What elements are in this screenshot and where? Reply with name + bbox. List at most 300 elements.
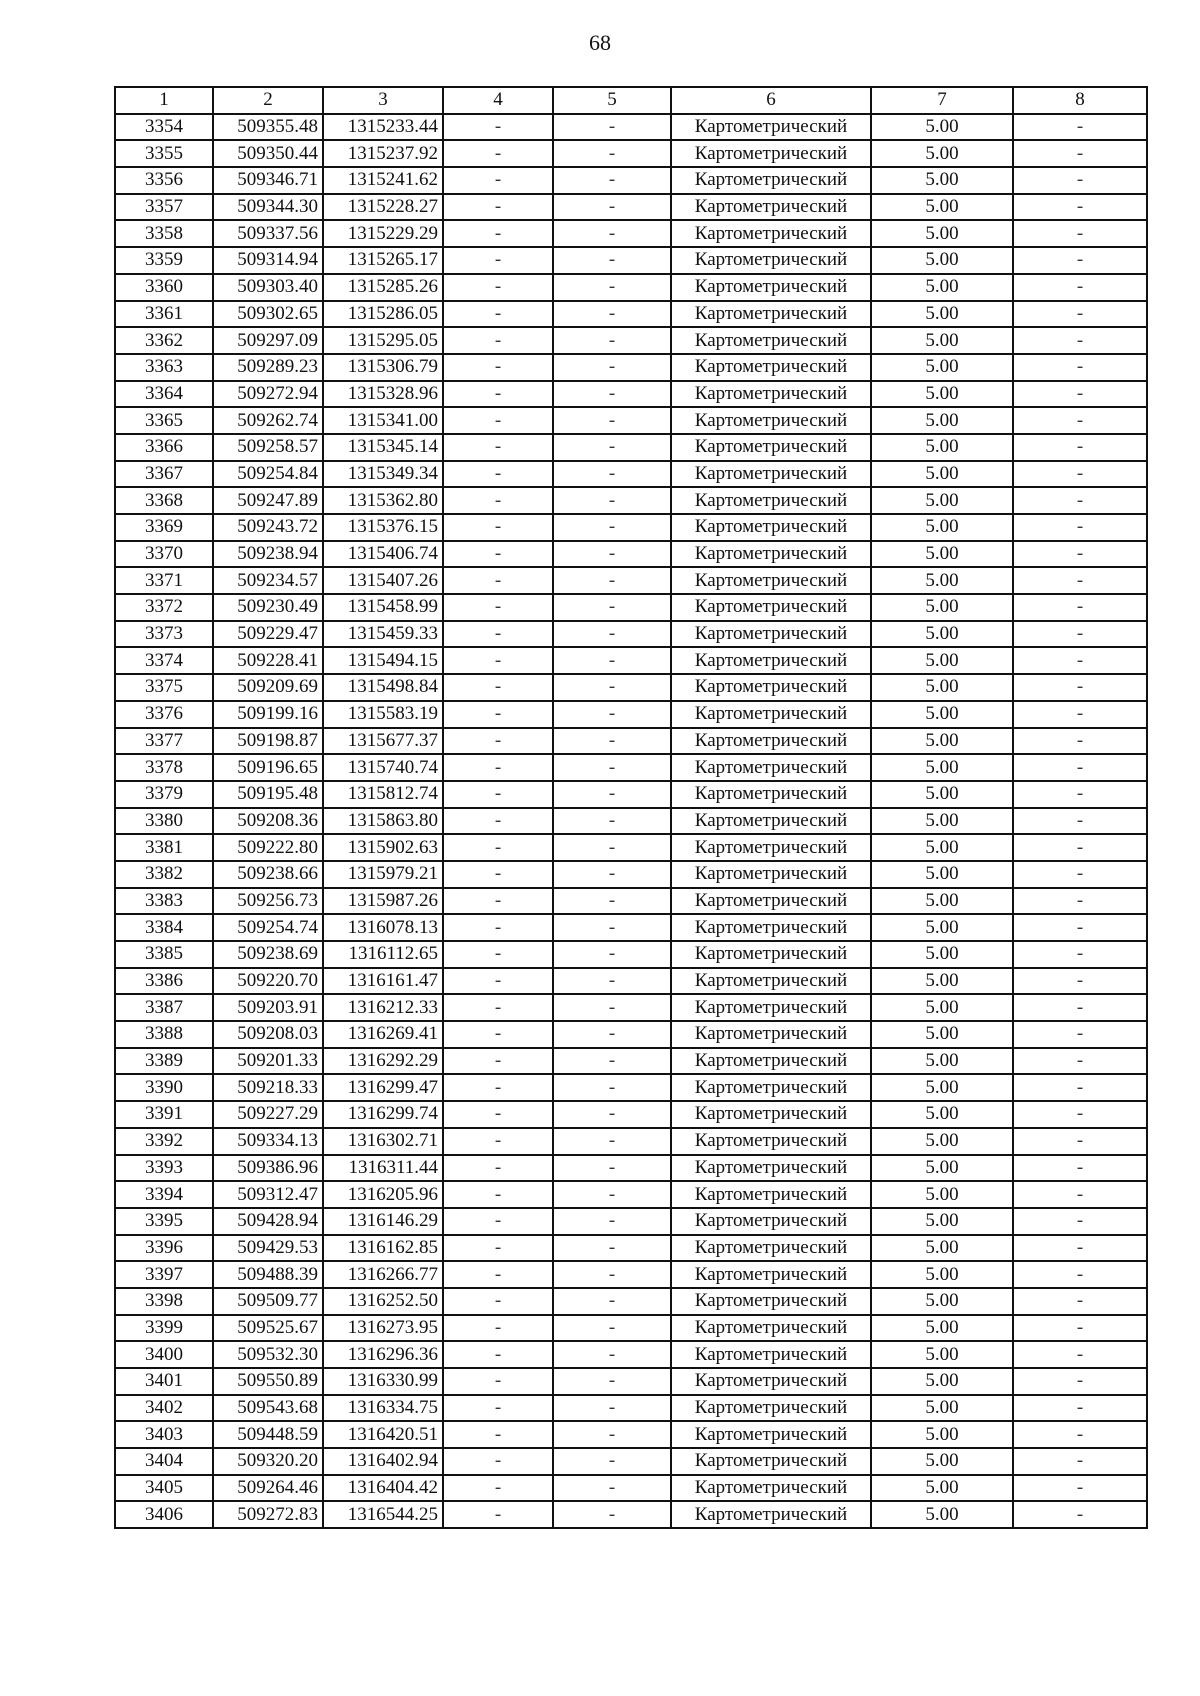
- col-5-value-cell: -: [553, 461, 671, 488]
- point-number-cell: 3394: [115, 1181, 213, 1208]
- y-coordinate-cell: 1315376.15: [323, 514, 443, 541]
- col-8-value-cell: -: [1013, 167, 1147, 194]
- col-5-value-cell: -: [553, 1208, 671, 1235]
- col-4-value-cell: -: [443, 487, 553, 514]
- col-8-value-cell: -: [1013, 487, 1147, 514]
- x-coordinate-cell: 509350.44: [213, 140, 323, 167]
- method-cell: Картометрический: [671, 1261, 871, 1288]
- table-row: [115, 1341, 1147, 1368]
- y-coordinate-cell: 1316404.42: [323, 1475, 443, 1502]
- method-cell: Картометрический: [671, 220, 871, 247]
- col-5-value-cell: -: [553, 140, 671, 167]
- x-coordinate-cell: 509289.23: [213, 354, 323, 381]
- point-number-cell: 3401: [115, 1368, 213, 1395]
- method-cell: Картометрический: [671, 674, 871, 701]
- accuracy-cell: 5.00: [871, 1475, 1013, 1502]
- accuracy-cell: 5.00: [871, 781, 1013, 808]
- point-number-cell: 3403: [115, 1421, 213, 1448]
- method-cell: Картометрический: [671, 1101, 871, 1128]
- table-row: [115, 327, 1147, 354]
- x-coordinate-cell: 509254.74: [213, 914, 323, 941]
- x-coordinate-cell: 509220.70: [213, 968, 323, 995]
- column-header: 8: [1013, 87, 1147, 114]
- col-4-value-cell: -: [443, 301, 553, 328]
- table-row: [115, 114, 1147, 141]
- y-coordinate-cell: 1315233.44: [323, 114, 443, 141]
- table-row: [115, 941, 1147, 968]
- x-coordinate-cell: 509238.66: [213, 861, 323, 888]
- method-cell: Картометрический: [671, 194, 871, 221]
- y-coordinate-cell: 1315286.05: [323, 301, 443, 328]
- x-coordinate-cell: 509208.03: [213, 1021, 323, 1048]
- y-coordinate-cell: 1316311.44: [323, 1155, 443, 1182]
- y-coordinate-cell: 1315677.37: [323, 728, 443, 755]
- x-coordinate-cell: 509203.91: [213, 994, 323, 1021]
- method-cell: Картометрический: [671, 327, 871, 354]
- col-8-value-cell: -: [1013, 381, 1147, 408]
- method-cell: Картометрический: [671, 1288, 871, 1315]
- y-coordinate-cell: 1316402.94: [323, 1448, 443, 1475]
- col-4-value-cell: -: [443, 781, 553, 808]
- col-4-value-cell: -: [443, 461, 553, 488]
- col-8-value-cell: -: [1013, 1208, 1147, 1235]
- table-row: [115, 1448, 1147, 1475]
- table-row: [115, 1155, 1147, 1182]
- col-5-value-cell: -: [553, 1235, 671, 1262]
- table-row: [115, 808, 1147, 835]
- accuracy-cell: 5.00: [871, 1395, 1013, 1422]
- col-4-value-cell: -: [443, 1021, 553, 1048]
- table-row: [115, 1368, 1147, 1395]
- point-number-cell: 3375: [115, 674, 213, 701]
- col-4-value-cell: -: [443, 327, 553, 354]
- method-cell: Картометрический: [671, 647, 871, 674]
- col-8-value-cell: -: [1013, 888, 1147, 915]
- table-row: [115, 354, 1147, 381]
- col-5-value-cell: -: [553, 941, 671, 968]
- table-row: [115, 888, 1147, 915]
- table-row: [115, 1101, 1147, 1128]
- col-8-value-cell: -: [1013, 808, 1147, 835]
- y-coordinate-cell: 1315863.80: [323, 808, 443, 835]
- accuracy-cell: 5.00: [871, 140, 1013, 167]
- x-coordinate-cell: 509229.47: [213, 621, 323, 648]
- point-number-cell: 3372: [115, 594, 213, 621]
- col-8-value-cell: -: [1013, 994, 1147, 1021]
- table-row: [115, 434, 1147, 461]
- col-5-value-cell: -: [553, 834, 671, 861]
- point-number-cell: 3382: [115, 861, 213, 888]
- col-4-value-cell: -: [443, 1341, 553, 1368]
- col-4-value-cell: -: [443, 994, 553, 1021]
- col-5-value-cell: -: [553, 1074, 671, 1101]
- col-8-value-cell: -: [1013, 728, 1147, 755]
- x-coordinate-cell: 509218.33: [213, 1074, 323, 1101]
- col-8-value-cell: -: [1013, 1021, 1147, 1048]
- col-4-value-cell: -: [443, 647, 553, 674]
- col-5-value-cell: -: [553, 1315, 671, 1342]
- col-4-value-cell: -: [443, 514, 553, 541]
- x-coordinate-cell: 509238.69: [213, 941, 323, 968]
- table-row: [115, 167, 1147, 194]
- y-coordinate-cell: 1316292.29: [323, 1048, 443, 1075]
- accuracy-cell: 5.00: [871, 1048, 1013, 1075]
- accuracy-cell: 5.00: [871, 1128, 1013, 1155]
- col-8-value-cell: -: [1013, 274, 1147, 301]
- col-5-value-cell: -: [553, 1288, 671, 1315]
- x-coordinate-cell: 509234.57: [213, 567, 323, 594]
- y-coordinate-cell: 1315306.79: [323, 354, 443, 381]
- accuracy-cell: 5.00: [871, 434, 1013, 461]
- accuracy-cell: 5.00: [871, 647, 1013, 674]
- point-number-cell: 3390: [115, 1074, 213, 1101]
- column-header: 6: [671, 87, 871, 114]
- method-cell: Картометрический: [671, 1448, 871, 1475]
- y-coordinate-cell: 1316212.33: [323, 994, 443, 1021]
- point-number-cell: 3384: [115, 914, 213, 941]
- method-cell: Картометрический: [671, 994, 871, 1021]
- col-4-value-cell: -: [443, 1101, 553, 1128]
- col-5-value-cell: -: [553, 621, 671, 648]
- method-cell: Картометрический: [671, 1128, 871, 1155]
- col-5-value-cell: -: [553, 1395, 671, 1422]
- accuracy-cell: 5.00: [871, 541, 1013, 568]
- table-row: [115, 247, 1147, 274]
- table-row: [115, 861, 1147, 888]
- col-5-value-cell: -: [553, 861, 671, 888]
- point-number-cell: 3365: [115, 407, 213, 434]
- col-8-value-cell: -: [1013, 1341, 1147, 1368]
- point-number-cell: 3370: [115, 541, 213, 568]
- x-coordinate-cell: 509303.40: [213, 274, 323, 301]
- col-5-value-cell: -: [553, 994, 671, 1021]
- point-number-cell: 3374: [115, 647, 213, 674]
- col-8-value-cell: -: [1013, 1074, 1147, 1101]
- col-8-value-cell: -: [1013, 968, 1147, 995]
- column-header: 4: [443, 87, 553, 114]
- col-8-value-cell: -: [1013, 301, 1147, 328]
- point-number-cell: 3356: [115, 167, 213, 194]
- point-number-cell: 3399: [115, 1315, 213, 1342]
- accuracy-cell: 5.00: [871, 1288, 1013, 1315]
- col-8-value-cell: -: [1013, 327, 1147, 354]
- col-4-value-cell: -: [443, 194, 553, 221]
- y-coordinate-cell: 1316302.71: [323, 1128, 443, 1155]
- col-8-value-cell: -: [1013, 754, 1147, 781]
- col-4-value-cell: -: [443, 728, 553, 755]
- col-5-value-cell: -: [553, 1021, 671, 1048]
- method-cell: Картометрический: [671, 781, 871, 808]
- x-coordinate-cell: 509509.77: [213, 1288, 323, 1315]
- table-row: [115, 914, 1147, 941]
- col-5-value-cell: -: [553, 701, 671, 728]
- table-row: [115, 1288, 1147, 1315]
- method-cell: Картометрический: [671, 1501, 871, 1528]
- y-coordinate-cell: 1315458.99: [323, 594, 443, 621]
- col-8-value-cell: -: [1013, 461, 1147, 488]
- point-number-cell: 3359: [115, 247, 213, 274]
- accuracy-cell: 5.00: [871, 220, 1013, 247]
- method-cell: Картометрический: [671, 914, 871, 941]
- col-4-value-cell: -: [443, 834, 553, 861]
- table-row: [115, 728, 1147, 755]
- y-coordinate-cell: 1315328.96: [323, 381, 443, 408]
- x-coordinate-cell: 509228.41: [213, 647, 323, 674]
- x-coordinate-cell: 509272.83: [213, 1501, 323, 1528]
- col-4-value-cell: -: [443, 861, 553, 888]
- point-number-cell: 3383: [115, 888, 213, 915]
- col-4-value-cell: -: [443, 1368, 553, 1395]
- x-coordinate-cell: 509488.39: [213, 1261, 323, 1288]
- table-row: [115, 407, 1147, 434]
- col-5-value-cell: -: [553, 914, 671, 941]
- y-coordinate-cell: 1316544.25: [323, 1501, 443, 1528]
- accuracy-cell: 5.00: [871, 808, 1013, 835]
- col-4-value-cell: -: [443, 1235, 553, 1262]
- method-cell: Картометрический: [671, 1315, 871, 1342]
- accuracy-cell: 5.00: [871, 834, 1013, 861]
- method-cell: Картометрический: [671, 941, 871, 968]
- table-row: [115, 194, 1147, 221]
- col-5-value-cell: -: [553, 354, 671, 381]
- accuracy-cell: 5.00: [871, 674, 1013, 701]
- col-5-value-cell: -: [553, 487, 671, 514]
- accuracy-cell: 5.00: [871, 861, 1013, 888]
- col-4-value-cell: -: [443, 167, 553, 194]
- method-cell: Картометрический: [671, 754, 871, 781]
- point-number-cell: 3378: [115, 754, 213, 781]
- col-8-value-cell: -: [1013, 674, 1147, 701]
- col-4-value-cell: -: [443, 1288, 553, 1315]
- col-8-value-cell: -: [1013, 1421, 1147, 1448]
- table-row: [115, 1074, 1147, 1101]
- x-coordinate-cell: 509230.49: [213, 594, 323, 621]
- col-5-value-cell: -: [553, 1448, 671, 1475]
- col-4-value-cell: -: [443, 914, 553, 941]
- col-4-value-cell: -: [443, 888, 553, 915]
- x-coordinate-cell: 509386.96: [213, 1155, 323, 1182]
- point-number-cell: 3369: [115, 514, 213, 541]
- method-cell: Картометрический: [671, 808, 871, 835]
- point-number-cell: 3354: [115, 114, 213, 141]
- y-coordinate-cell: 1315349.34: [323, 461, 443, 488]
- accuracy-cell: 5.00: [871, 1074, 1013, 1101]
- x-coordinate-cell: 509550.89: [213, 1368, 323, 1395]
- accuracy-cell: 5.00: [871, 1448, 1013, 1475]
- y-coordinate-cell: 1315902.63: [323, 834, 443, 861]
- col-8-value-cell: -: [1013, 941, 1147, 968]
- x-coordinate-cell: 509543.68: [213, 1395, 323, 1422]
- point-number-cell: 3385: [115, 941, 213, 968]
- point-number-cell: 3355: [115, 140, 213, 167]
- column-header: 5: [553, 87, 671, 114]
- col-8-value-cell: -: [1013, 647, 1147, 674]
- point-number-cell: 3395: [115, 1208, 213, 1235]
- y-coordinate-cell: 1316162.85: [323, 1235, 443, 1262]
- table-row: [115, 594, 1147, 621]
- accuracy-cell: 5.00: [871, 1101, 1013, 1128]
- point-number-cell: 3397: [115, 1261, 213, 1288]
- col-4-value-cell: -: [443, 968, 553, 995]
- method-cell: Картометрический: [671, 1341, 871, 1368]
- x-coordinate-cell: 509302.65: [213, 301, 323, 328]
- col-4-value-cell: -: [443, 1155, 553, 1182]
- x-coordinate-cell: 509337.56: [213, 220, 323, 247]
- col-5-value-cell: -: [553, 1181, 671, 1208]
- accuracy-cell: 5.00: [871, 1341, 1013, 1368]
- col-5-value-cell: -: [553, 247, 671, 274]
- method-cell: Картометрический: [671, 861, 871, 888]
- col-5-value-cell: -: [553, 274, 671, 301]
- col-5-value-cell: -: [553, 381, 671, 408]
- accuracy-cell: 5.00: [871, 968, 1013, 995]
- y-coordinate-cell: 1315979.21: [323, 861, 443, 888]
- table-row: [115, 994, 1147, 1021]
- col-5-value-cell: -: [553, 1128, 671, 1155]
- x-coordinate-cell: 509208.36: [213, 808, 323, 835]
- col-4-value-cell: -: [443, 274, 553, 301]
- point-number-cell: 3404: [115, 1448, 213, 1475]
- method-cell: Картометрический: [671, 1208, 871, 1235]
- y-coordinate-cell: 1315812.74: [323, 781, 443, 808]
- accuracy-cell: 5.00: [871, 1181, 1013, 1208]
- x-coordinate-cell: 509198.87: [213, 728, 323, 755]
- method-cell: Картометрический: [671, 1181, 871, 1208]
- point-number-cell: 3398: [115, 1288, 213, 1315]
- table-row: [115, 968, 1147, 995]
- y-coordinate-cell: 1315265.17: [323, 247, 443, 274]
- col-8-value-cell: -: [1013, 541, 1147, 568]
- table-row: [115, 1315, 1147, 1342]
- method-cell: Картометрический: [671, 167, 871, 194]
- point-number-cell: 3400: [115, 1341, 213, 1368]
- point-number-cell: 3386: [115, 968, 213, 995]
- method-cell: Картометрический: [671, 434, 871, 461]
- col-8-value-cell: -: [1013, 861, 1147, 888]
- table-row: [115, 754, 1147, 781]
- point-number-cell: 3376: [115, 701, 213, 728]
- y-coordinate-cell: 1316161.47: [323, 968, 443, 995]
- accuracy-cell: 5.00: [871, 1235, 1013, 1262]
- x-coordinate-cell: 509312.47: [213, 1181, 323, 1208]
- table-row: [115, 381, 1147, 408]
- method-cell: Картометрический: [671, 594, 871, 621]
- col-5-value-cell: -: [553, 728, 671, 755]
- col-5-value-cell: -: [553, 567, 671, 594]
- col-5-value-cell: -: [553, 1048, 671, 1075]
- x-coordinate-cell: 509346.71: [213, 167, 323, 194]
- accuracy-cell: 5.00: [871, 274, 1013, 301]
- col-5-value-cell: -: [553, 968, 671, 995]
- table-header-row: [115, 87, 1147, 114]
- col-5-value-cell: -: [553, 808, 671, 835]
- col-4-value-cell: -: [443, 808, 553, 835]
- y-coordinate-cell: 1316252.50: [323, 1288, 443, 1315]
- col-5-value-cell: -: [553, 407, 671, 434]
- y-coordinate-cell: 1315987.26: [323, 888, 443, 915]
- accuracy-cell: 5.00: [871, 1261, 1013, 1288]
- x-coordinate-cell: 509297.09: [213, 327, 323, 354]
- y-coordinate-cell: 1315228.27: [323, 194, 443, 221]
- x-coordinate-cell: 509222.80: [213, 834, 323, 861]
- col-8-value-cell: -: [1013, 834, 1147, 861]
- method-cell: Картометрический: [671, 1074, 871, 1101]
- col-4-value-cell: -: [443, 941, 553, 968]
- col-5-value-cell: -: [553, 647, 671, 674]
- point-number-cell: 3368: [115, 487, 213, 514]
- point-number-cell: 3388: [115, 1021, 213, 1048]
- accuracy-cell: 5.00: [871, 1021, 1013, 1048]
- point-number-cell: 3366: [115, 434, 213, 461]
- col-4-value-cell: -: [443, 1475, 553, 1502]
- y-coordinate-cell: 1316266.77: [323, 1261, 443, 1288]
- x-coordinate-cell: 509525.67: [213, 1315, 323, 1342]
- table-row: [115, 567, 1147, 594]
- method-cell: Картометрический: [671, 1048, 871, 1075]
- col-5-value-cell: -: [553, 1501, 671, 1528]
- y-coordinate-cell: 1315406.74: [323, 541, 443, 568]
- col-4-value-cell: -: [443, 381, 553, 408]
- col-5-value-cell: -: [553, 594, 671, 621]
- col-4-value-cell: -: [443, 434, 553, 461]
- x-coordinate-cell: 509428.94: [213, 1208, 323, 1235]
- point-number-cell: 3363: [115, 354, 213, 381]
- col-4-value-cell: -: [443, 1048, 553, 1075]
- method-cell: Картометрический: [671, 888, 871, 915]
- point-number-cell: 3391: [115, 1101, 213, 1128]
- y-coordinate-cell: 1316112.65: [323, 941, 443, 968]
- col-5-value-cell: -: [553, 1421, 671, 1448]
- accuracy-cell: 5.00: [871, 567, 1013, 594]
- method-cell: Картометрический: [671, 1235, 871, 1262]
- col-5-value-cell: -: [553, 514, 671, 541]
- accuracy-cell: 5.00: [871, 354, 1013, 381]
- col-5-value-cell: -: [553, 674, 671, 701]
- col-4-value-cell: -: [443, 220, 553, 247]
- accuracy-cell: 5.00: [871, 327, 1013, 354]
- y-coordinate-cell: 1315229.29: [323, 220, 443, 247]
- col-8-value-cell: -: [1013, 114, 1147, 141]
- x-coordinate-cell: 509195.48: [213, 781, 323, 808]
- y-coordinate-cell: 1316299.74: [323, 1101, 443, 1128]
- col-5-value-cell: -: [553, 1475, 671, 1502]
- accuracy-cell: 5.00: [871, 888, 1013, 915]
- x-coordinate-cell: 509196.65: [213, 754, 323, 781]
- accuracy-cell: 5.00: [871, 728, 1013, 755]
- col-4-value-cell: -: [443, 1448, 553, 1475]
- table-row: [115, 1395, 1147, 1422]
- x-coordinate-cell: 509238.94: [213, 541, 323, 568]
- col-5-value-cell: -: [553, 754, 671, 781]
- col-5-value-cell: -: [553, 434, 671, 461]
- table-row: [115, 274, 1147, 301]
- col-4-value-cell: -: [443, 1261, 553, 1288]
- col-4-value-cell: -: [443, 1315, 553, 1342]
- col-5-value-cell: -: [553, 1368, 671, 1395]
- table-row: [115, 1128, 1147, 1155]
- col-5-value-cell: -: [553, 301, 671, 328]
- col-4-value-cell: -: [443, 594, 553, 621]
- column-header: 3: [323, 87, 443, 114]
- accuracy-cell: 5.00: [871, 461, 1013, 488]
- col-8-value-cell: -: [1013, 354, 1147, 381]
- x-coordinate-cell: 509448.59: [213, 1421, 323, 1448]
- table-row: [115, 647, 1147, 674]
- method-cell: Картометрический: [671, 301, 871, 328]
- y-coordinate-cell: 1315285.26: [323, 274, 443, 301]
- col-8-value-cell: -: [1013, 1048, 1147, 1075]
- table-row: [115, 1021, 1147, 1048]
